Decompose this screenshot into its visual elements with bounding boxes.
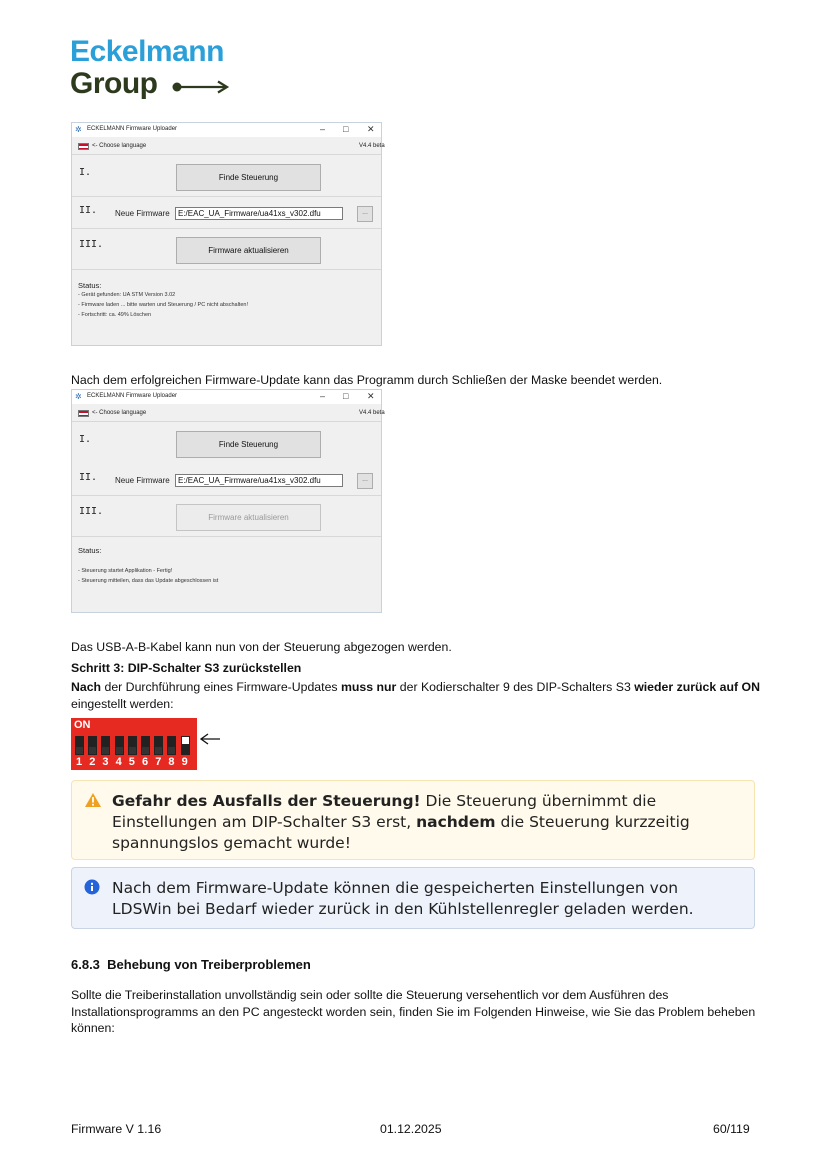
footer-date: 01.12.2025 xyxy=(380,1122,442,1136)
language-flag-icon[interactable] xyxy=(78,410,89,417)
dip-switch-7 xyxy=(154,736,163,755)
dip-switch-knob xyxy=(116,747,123,754)
dip-switch-knob xyxy=(89,747,96,754)
app-icon: ✲ xyxy=(75,392,82,401)
section-paragraph: Sollte die Treiberinstallation unvollständig sein oder sollte die Steuerung versehentlich vor dem Ausführen des Installationsprogramms an den PC angesteckt worden sein, finden Sie im Folgenden Hinweise, wie Sie das Problem beheben können: xyxy=(71,988,756,1035)
step-3-heading: Schritt 3: DIP-Schalter S3 zurückstellen xyxy=(71,661,302,675)
step-3-bold: zurück auf ON xyxy=(676,680,760,694)
firmware-path-input[interactable]: E:/EAC_UA_Firmware/ua41xs_v302.dfu xyxy=(175,474,343,487)
browse-button[interactable]: ... xyxy=(357,206,373,222)
warning-text xyxy=(112,791,742,854)
step-3-label: III. xyxy=(79,239,104,250)
new-firmware-label: Neue Firmware xyxy=(115,476,170,485)
divider xyxy=(72,269,381,270)
dip-switch-2 xyxy=(88,736,97,755)
warning-callout xyxy=(71,780,755,860)
close-button[interactable]: ✕ xyxy=(367,391,375,401)
logo-group: Group xyxy=(70,67,158,100)
step-2-label: II. xyxy=(79,472,98,483)
dip-switch-3 xyxy=(101,736,110,755)
warning-title: Gefahr des Ausfalls der Steuerung! xyxy=(112,792,421,810)
step-3-label: III. xyxy=(79,506,104,517)
dip-switch-9 xyxy=(181,736,190,755)
maximize-button[interactable]: □ xyxy=(343,124,349,134)
warning-span: die Steuerung kurzzeitig spannungslos gemacht wurde! xyxy=(112,813,690,852)
dip-number-label: 3 xyxy=(102,756,109,768)
info-icon xyxy=(84,879,100,895)
dip-number-label: 6 xyxy=(142,756,149,768)
update-firmware-button[interactable]: Firmware aktualisieren xyxy=(176,504,321,531)
status-line: - Fortschritt: ca. 49% Löschen xyxy=(78,312,152,318)
divider xyxy=(72,495,381,496)
step-2-label: II. xyxy=(79,205,98,216)
dip-number-label: 2 xyxy=(89,756,96,768)
status-line: - Steuerung mitteilen, dass das Update abgeschlossen ist xyxy=(78,578,219,584)
maximize-button[interactable]: □ xyxy=(343,391,349,401)
footer-document: Firmware V 1.16 xyxy=(71,1122,162,1136)
section-heading xyxy=(71,957,311,972)
close-button[interactable]: ✕ xyxy=(367,124,375,134)
dip-number-label: 8 xyxy=(168,756,175,768)
dip-switch-1 xyxy=(75,736,84,755)
find-controller-button[interactable]: Finde Steuerung xyxy=(176,164,321,191)
browse-button[interactable]: ... xyxy=(357,473,373,489)
status-line: - Firmware laden ... bitte warten und Steuerung / PC nicht abschalten! xyxy=(78,302,248,308)
divider xyxy=(72,228,381,229)
firmware-path-input[interactable]: E:/EAC_UA_Firmware/ua41xs_v302.dfu xyxy=(175,207,343,220)
step-1-label: I. xyxy=(79,434,92,445)
divider xyxy=(72,421,381,422)
find-controller-button[interactable]: Finde Steuerung xyxy=(176,431,321,458)
text-usb-cable: Das USB-A-B-Kabel kann nun von der Steuerung abgezogen werden. xyxy=(71,640,452,654)
title-bar xyxy=(72,390,381,404)
step-3-span: der Durchführung eines Firmware-Updates xyxy=(101,680,341,694)
minimize-button[interactable]: – xyxy=(320,124,326,134)
info-text: Nach dem Firmware-Update können die gespeicherten Einstellungen von LDSWin bei Bedarf wieder zurück in den Kühlstellenregler geladen werden. xyxy=(112,879,694,918)
status-line: - Steuerung startet Applikation - Fertig! xyxy=(78,568,173,574)
window-title: ECKELMANN Firmware Uploader xyxy=(87,126,178,132)
section-number: 6.8.3 xyxy=(71,957,100,972)
text-after-update: Nach dem erfolgreichen Firmware-Update kann das Programm durch Schließen der Maske beendet werden. xyxy=(71,373,663,387)
dip-number-label: 7 xyxy=(155,756,162,768)
minimize-button[interactable]: – xyxy=(320,391,326,401)
status-label: Status: xyxy=(78,281,102,290)
divider xyxy=(72,536,381,537)
status-line: - Gerät gefunden: UA STM Version 3.02 xyxy=(78,292,176,298)
status-label: Status: xyxy=(78,546,102,555)
step-3-bold: muss nur xyxy=(340,680,397,694)
dip-number-label: 5 xyxy=(128,756,135,768)
dip-switch-8 xyxy=(167,736,176,755)
update-firmware-button[interactable]: Firmware aktualisieren xyxy=(176,237,321,264)
language-flag-icon[interactable] xyxy=(78,143,89,150)
step-3-span: eingestellt werden: xyxy=(71,697,174,711)
dip-switch-s3 xyxy=(71,718,197,770)
section-title: Behebung von Treiberproblemen xyxy=(107,957,311,972)
step-3-bold: wieder xyxy=(634,680,674,694)
step-1-label: I. xyxy=(79,167,92,178)
pointer-arrow-icon xyxy=(199,733,221,745)
divider xyxy=(72,196,381,197)
choose-language-label[interactable]: <- Choose language xyxy=(92,410,147,416)
new-firmware-label: Neue Firmware xyxy=(115,209,170,218)
window-title: ECKELMANN Firmware Uploader xyxy=(87,393,178,399)
dip-switch-knob xyxy=(142,747,149,754)
footer-page-number: 60/119 xyxy=(713,1122,750,1136)
dip-switch-knob xyxy=(129,747,136,754)
dip-switch-knob xyxy=(155,747,162,754)
warning-icon xyxy=(84,792,102,808)
dip-switch-knob xyxy=(76,747,83,754)
warning-bold: nachdem xyxy=(416,813,496,831)
firmware-uploader-window-done xyxy=(71,389,385,613)
dip-switch-5 xyxy=(128,736,137,755)
firmware-uploader-window-progress xyxy=(71,122,385,346)
warning-span: Die Steuerung übernimmt die Einstellungen am DIP-Schalter S3 erst, xyxy=(112,792,657,831)
dip-switch-knob xyxy=(168,747,175,754)
dip-number-label: 4 xyxy=(115,756,122,768)
step-3-text xyxy=(71,679,761,713)
choose-language-label[interactable]: <- Choose language xyxy=(92,143,147,149)
dip-on-label: ON xyxy=(74,719,91,731)
dip-number-label: 9 xyxy=(181,756,188,768)
dip-switch-knob xyxy=(182,737,189,744)
dip-switch-4 xyxy=(115,736,124,755)
title-bar xyxy=(72,123,381,137)
divider xyxy=(72,154,381,155)
logo-eckelmann: Eckelmann xyxy=(70,35,224,68)
step-3-bold: Nach xyxy=(71,680,102,694)
version-label: V4.4 beta xyxy=(359,410,385,416)
info-callout xyxy=(71,867,755,929)
step-3-span: der Kodierschalter 9 des DIP-Schalters S3 xyxy=(396,680,635,694)
dip-switch-6 xyxy=(141,736,150,755)
version-label: V4.4 beta xyxy=(359,143,385,149)
app-icon: ✲ xyxy=(75,125,82,134)
dip-switch-knob xyxy=(102,747,109,754)
logo-arrow-icon xyxy=(172,80,230,94)
dip-number-label: 1 xyxy=(76,756,83,768)
